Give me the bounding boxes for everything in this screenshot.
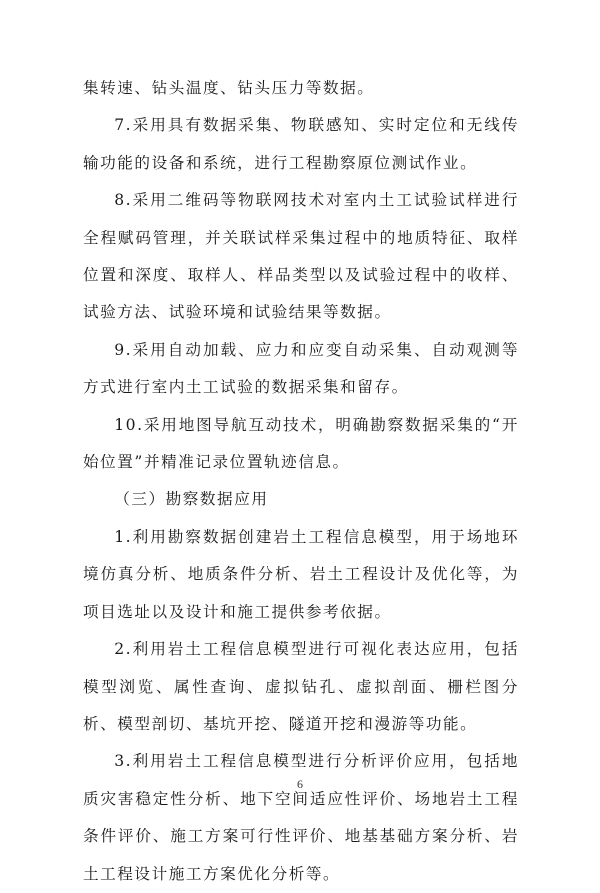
page-number: 6 bbox=[297, 777, 303, 791]
paragraph-item-9: 9.采用自动加载、应力和应变自动采集、自动观测等方式进行室内土工试验的数据采集和留存。 bbox=[83, 340, 519, 397]
section-heading: （三）勘察数据应用 bbox=[114, 490, 269, 509]
paragraph-item-10: 10.采用地图导航互动技术，明确勘察数据采集的“开始位置”并精准记录位置轨迹信息。 bbox=[83, 415, 519, 472]
paragraph-item-7: 7.采用具有数据采集、物联感知、实时定位和无线传输功能的设备和系统，进行工程勘察原位测试作业。 bbox=[83, 116, 519, 172]
section-paragraph-2: 2.利用岩土工程信息模型进行可视化表达应用，包括模型浏览、属性查询、虚拟钻孔、虚拟剖面、栅栏图分析、模型剖切、基坑开挖、隧道开挖和漫游等功能。 bbox=[83, 640, 519, 733]
paragraph-continuation: 集转速、钻头温度、钻头压力等数据。 bbox=[83, 79, 375, 97]
paragraph-item-8: 8.采用二维码等物联网技术对室内土工试验试样进行全程赋码管理，并关联试样采集过程中的地质特征、取样位置和深度、取样人、样品类型以及试验过程中的收样、试验方法、试验环境和试验结果等数据。 bbox=[83, 191, 519, 322]
section-paragraph-1: 1.利用勘察数据创建岩土工程信息模型，用于场地环境仿真分析、地质条件分析、岩土工程设计及优化等，为项目选址以及设计和施工提供参考依据。 bbox=[83, 527, 519, 621]
document-body bbox=[83, 70, 519, 893]
section-paragraph-3: 3.利用岩土工程信息模型进行分析评价应用，包括地质灾害稳定性分析、地下空间适应性评价、场地岩土工程条件评价、施工方案可行性评价、地基基础方案分析、岩土工程设计施工方案优化分析等。 bbox=[83, 752, 519, 883]
